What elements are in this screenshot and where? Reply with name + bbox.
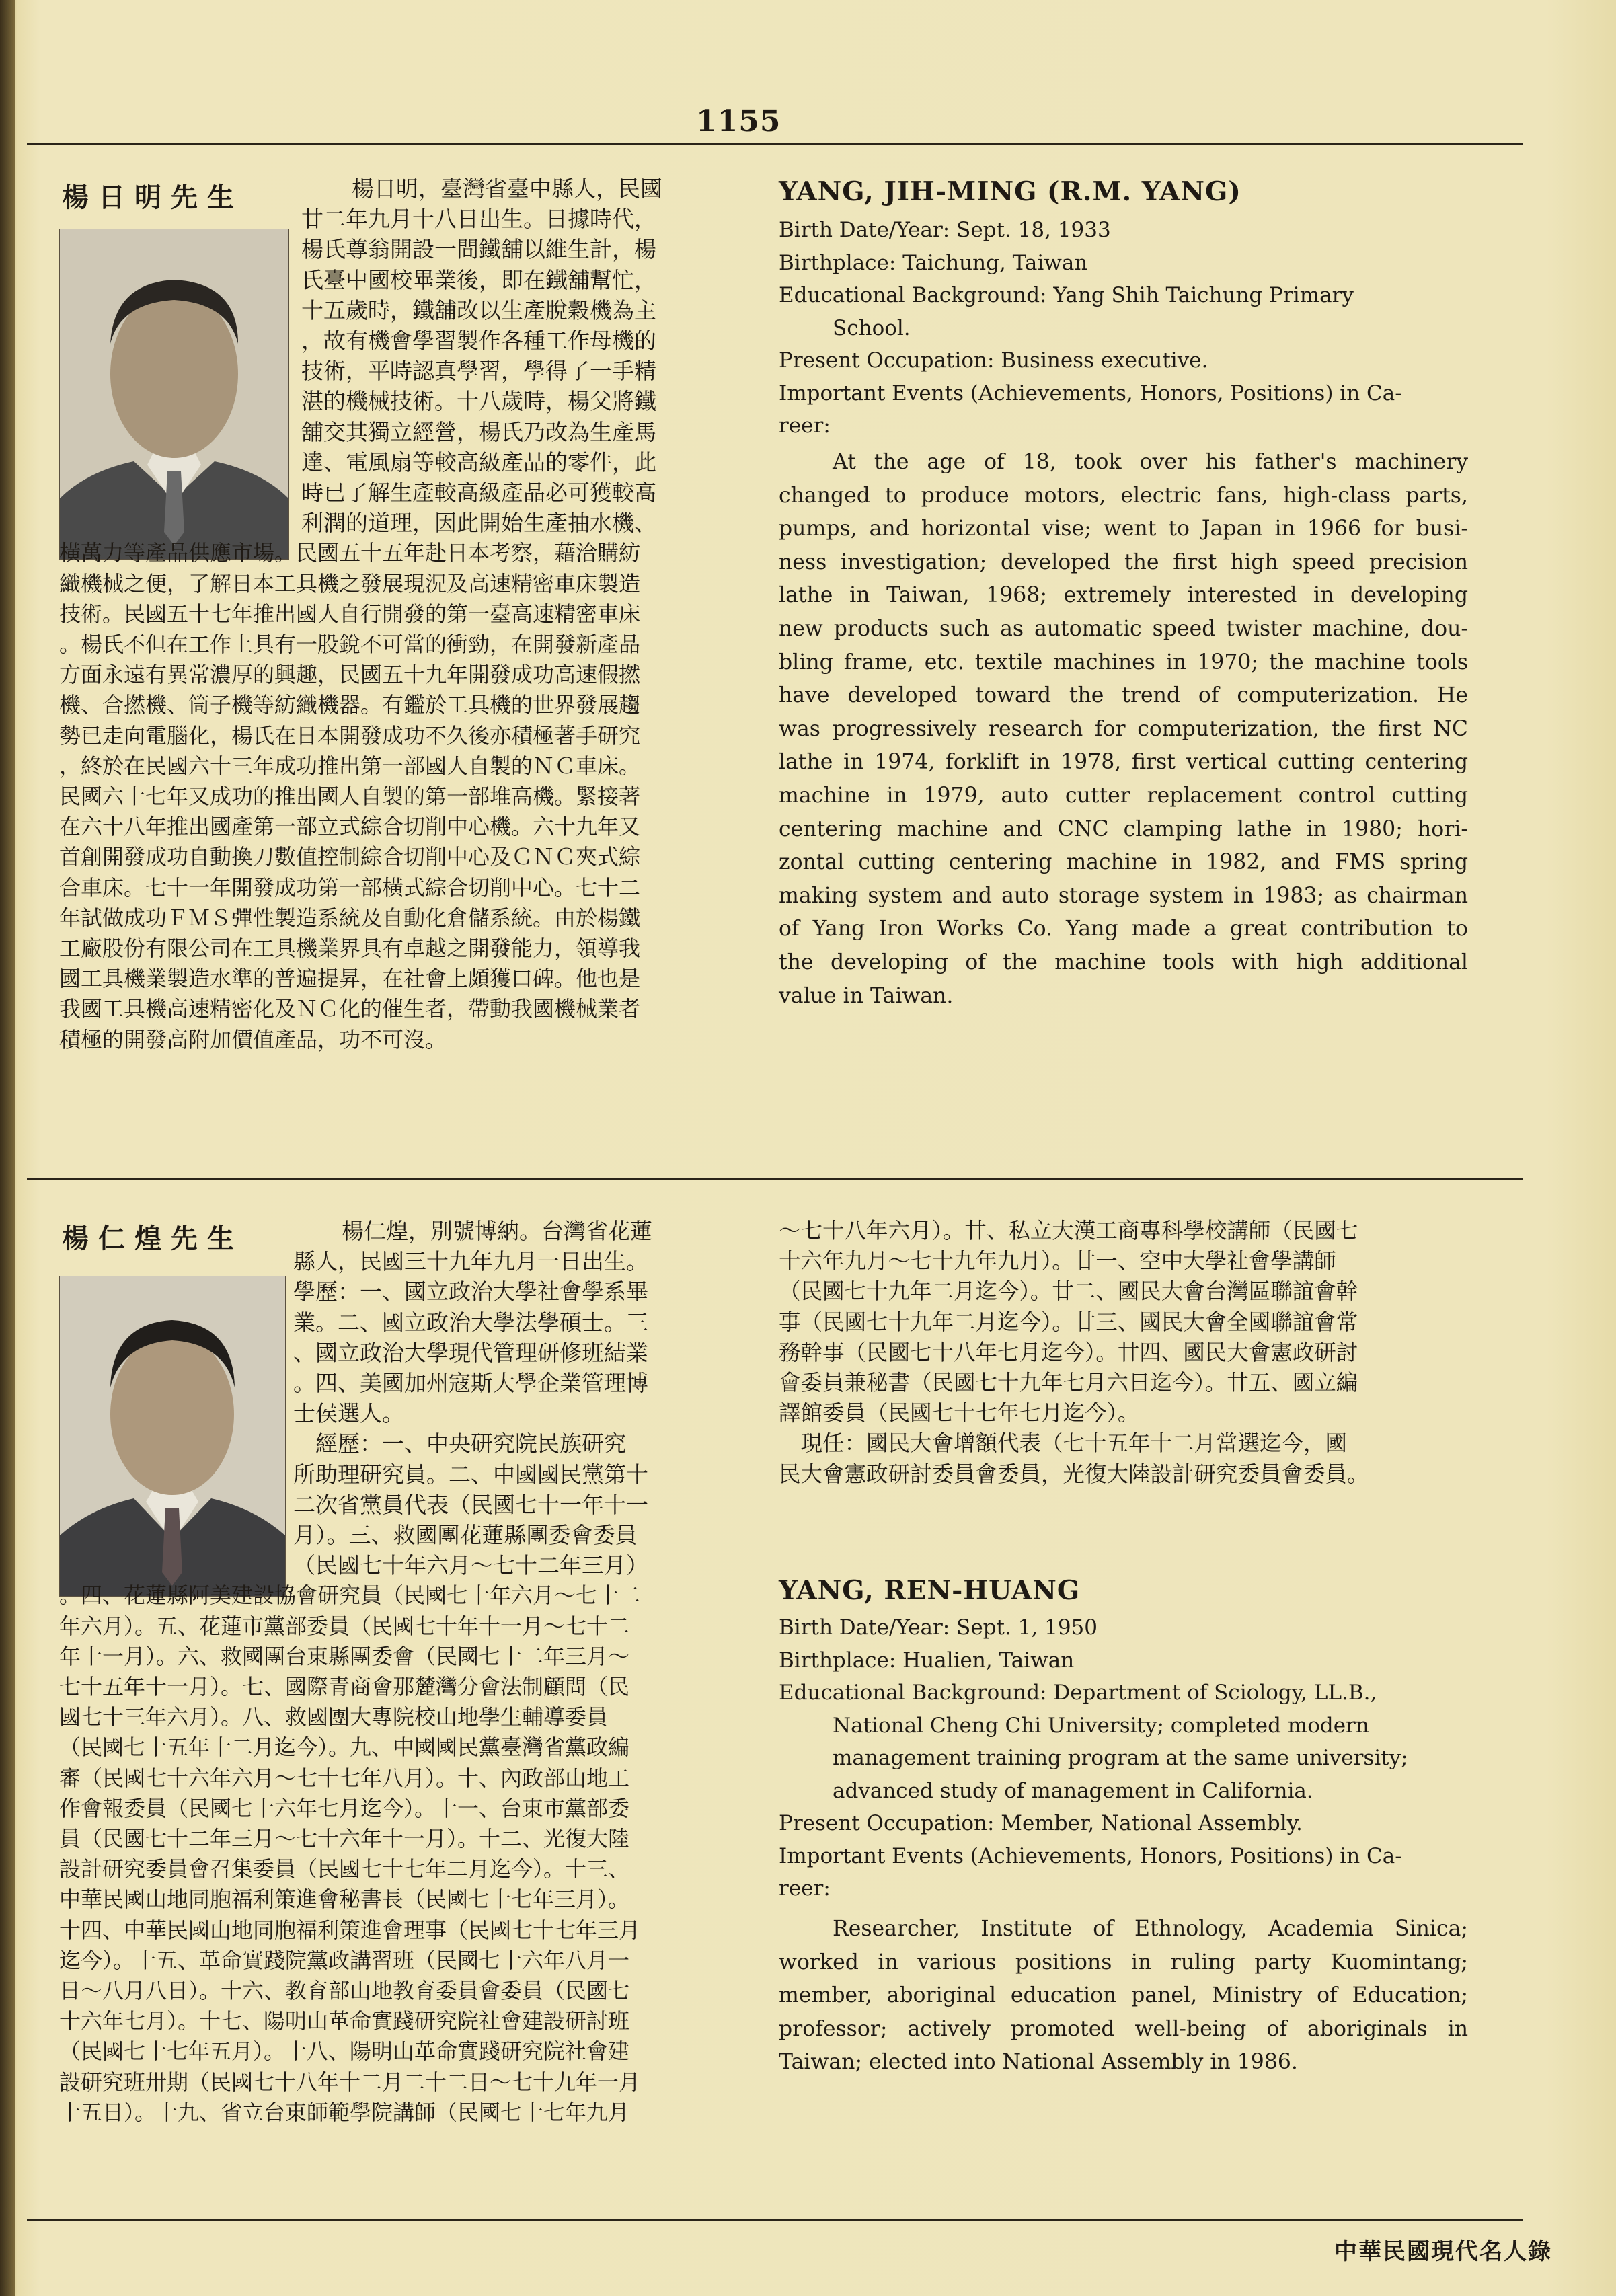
- bio-line: 士侯選人。: [293, 1400, 404, 1427]
- bio-line: （民國七十五年十二月迄今）。九、中國國民黨臺灣省黨政編: [59, 1734, 630, 1761]
- bio-line: （民國七十七年五月）。十八、陽明山革命實踐研究院社會建: [59, 2038, 630, 2065]
- bio-line: 合車床。七十一年開發成功第一部橫式綜合切削中心。七十二: [59, 874, 641, 901]
- bio-line: 年六月）。五、花蓮市黨部委員（民國七十年十一月～七十二: [59, 1613, 630, 1639]
- bio-line: 勢已走向電腦化，楊氏在日本開發成功不久後亦積極著手研究: [59, 722, 641, 749]
- entry2-body-en: [779, 1913, 1468, 2079]
- fact-line: Present Occupation: Business executive.: [779, 348, 1208, 373]
- bio-line: ，故有機會學習製作各種工作母機的: [301, 328, 656, 354]
- body-line: worked in various positions in ruling party Kuomintang;: [779, 1950, 1468, 1975]
- bio-line: 員（民國七十二年三月～七十六年十一月）。十二、光復大陸: [59, 1826, 630, 1852]
- bio-line: 十五歲時，鐵舖改以生產脫穀機為主: [301, 297, 656, 323]
- body-line: have developed toward the trend of computerization. He: [779, 683, 1468, 708]
- fact-line: School.: [833, 315, 911, 340]
- bio-line: 設計研究委員會召集委員（民國七十七年二月迄今）。十三、: [59, 1856, 630, 1882]
- fact-line: Important Events (Achievements, Honors, Positions) in Ca-: [779, 381, 1402, 406]
- bio-line: 國工具機業製造水準的普遍提昇，在社會上頗獲口碑。他也是: [59, 966, 641, 992]
- bio-line: 日～八月八日）。十六、教育部山地教育委員會委員（民國七: [59, 1978, 630, 2004]
- body-line: Researcher, Institute of Ethnology, Academia Sinica;: [833, 1917, 1468, 1941]
- fact-line: Educational Background: Yang Shih Taichung Primary: [779, 283, 1354, 307]
- bio-line: 利潤的道理，因此開始生產抽水機、: [301, 510, 656, 537]
- bio-line: （民國七十九年二月迄今）。廿二、國民大會台灣區聯誼會幹: [779, 1278, 1358, 1305]
- fact-line: Present Occupation: Member, National Assembly.: [779, 1811, 1303, 1835]
- entry2-name-cn: 楊仁煌先生: [62, 1223, 243, 1254]
- body-line: lathe in Taiwan, 1968; extremely interested in developing: [779, 583, 1468, 608]
- bio-line: 。四、美國加州寇斯大學企業管理博: [293, 1370, 648, 1397]
- bio-line: 學歷：一、國立政治大學社會學系畢: [293, 1278, 648, 1305]
- body-line: pumps, and horizontal vise; went to Japan in 1966 for busi-: [779, 516, 1468, 541]
- bio-line: 積極的開發高附加價值產品，功不可沒。: [59, 1026, 447, 1053]
- bio-line: 設研究班卅期（民國七十八年十二月二十二日～七十九年一月: [59, 2069, 641, 2095]
- bio-line: 楊日明，臺灣省臺中縣人，民國: [352, 176, 662, 202]
- bio-line: 我國工具機高速精密化及ＮＣ化的催生者，帶動我國機械業者: [59, 996, 641, 1022]
- body-line: centering machine and CNC clamping lathe in 1980; hori-: [779, 816, 1468, 841]
- bio-line: 湛的機械技術。十八歲時，楊父將鐵: [301, 388, 656, 415]
- bio-line: 楊仁煌，別號博納。台灣省花蓮: [342, 1218, 652, 1244]
- body-line: of Yang Iron Works Co. Yang made a great contribution to: [779, 917, 1468, 942]
- bio-line: 民國六十七年又成功的推出國人自製的第一部堆高機。緊接著: [59, 783, 641, 810]
- bio-line: 、國立政治大學現代管理研修班結業: [293, 1339, 648, 1366]
- header-rule: [27, 143, 1523, 145]
- bio-line: 二次省黨員代表（民國七十一年十一: [293, 1491, 648, 1518]
- bio-line: 首創開發成功自動換刀數值控制綜合切削中心及ＣＮＣ夾式綜: [59, 844, 641, 870]
- bio-line: 技術，平時認真學習，學得了一手精: [301, 358, 656, 385]
- fact-line: reer:: [779, 414, 831, 438]
- bio-line: 民大會憲政研討委員會委員，光復大陸設計研究委員會委員。: [779, 1461, 1369, 1487]
- fact-line: Educational Background: Department of Sciology, LL.B.,: [779, 1681, 1377, 1705]
- bio-line: 譯館委員（民國七十七年七月迄今）。: [779, 1400, 1140, 1426]
- body-line: bling frame, etc. textile machines in 1970; the machine tools: [779, 650, 1468, 675]
- body-line: new products such as automatic speed twister machine, dou-: [779, 616, 1468, 641]
- entry-divider: [27, 1178, 1523, 1180]
- bio-line: 中華民國山地同胞福利策進會秘書長（民國七十七年三月）。: [59, 1886, 630, 1913]
- bio-line: 十六年七月）。十七、陽明山革命實踐研究院社會建設研討班: [59, 2008, 630, 2034]
- bio-line: 年試做成功ＦＭＳ彈性製造系統及自動化倉儲系統。由於楊鐵: [59, 905, 641, 931]
- bio-line: （民國七十年六月～七十二年三月）: [293, 1552, 648, 1579]
- fact-line: Important Events (Achievements, Honors, Positions) in Ca-: [779, 1843, 1402, 1868]
- bio-line: 審（民國七十六年六月～七十七年八月）。十、內政部山地工: [59, 1765, 630, 1791]
- entry1-name-en: YANG, JIH-MING (R.M. YANG): [779, 176, 1241, 207]
- bio-line: 年十一月）。六、救國團台東縣團委會（民國七十二年三月～: [59, 1643, 630, 1669]
- bio-line: 在六十八年推出國產第一部立式綜合切削中心機。六十九年又: [59, 814, 641, 840]
- fact-line: Birth Date/Year: Sept. 1, 1950: [779, 1615, 1098, 1640]
- body-line: At the age of 18, took over his father's machinery: [833, 450, 1468, 474]
- body-line: Taiwan; elected into National Assembly in 1986.: [779, 2050, 1298, 2075]
- bio-line: 十四、中華民國山地同胞福利策進會理事（民國七十七年三月: [59, 1917, 641, 1943]
- entry2-name-en: YANG, REN-HUANG: [779, 1575, 1081, 1606]
- bio-line: 技術。民國五十七年推出國人自行開發的第一臺高速精密車床: [59, 601, 641, 627]
- bio-line: 七十五年十一月）。七、國際青商會那麓灣分會法制顧問（民: [59, 1674, 630, 1700]
- bio-line: 工廠股份有限公司在工具機業界具有卓越之開發能力，領導我: [59, 935, 641, 962]
- bio-line: ，終於在民國六十三年成功推出第一部國人自製的ＮＣ車床。: [59, 753, 641, 779]
- bio-line: 舖交其獨立經營，楊氏乃改為生產馬: [301, 418, 656, 445]
- body-line: professor; actively promoted well-being of aboriginals in: [779, 2016, 1468, 2041]
- book-spine: [0, 0, 15, 2296]
- bio-line: 。楊氏不但在工作上具有一股銳不可當的衝勁，在開發新產品: [59, 632, 641, 658]
- body-line: the developing of the machine tools with high additional: [779, 950, 1468, 974]
- body-line: was progressively research for computerization, the first NC: [779, 716, 1468, 741]
- bio-line: 作會報委員（民國七十六年七月迄今）。十一、台東市黨部委: [59, 1795, 630, 1821]
- fact-line: National Cheng Chi University; completed modern: [833, 1713, 1369, 1738]
- bio-line: 所助理研究員。二、中國國民黨第十: [293, 1461, 648, 1488]
- bio-line: 務幹事（民國七十八年七月迄今）。廿四、國民大會憲政研討: [779, 1339, 1358, 1365]
- fact-line: management training program at the same university;: [833, 1746, 1408, 1770]
- body-line: lathe in 1974, forklift in 1978, first vertical cutting centering: [779, 750, 1468, 775]
- fact-line: Birthplace: Hualien, Taiwan: [779, 1648, 1075, 1673]
- bio-line: 廿二年九月十八日出生。日據時代，: [301, 206, 656, 233]
- body-line: zontal cutting centering machine in 1982, and FMS spring: [779, 850, 1468, 875]
- bio-line: 迄今）。十五、革命實踐院黨政講習班（民國七十六年八月一: [59, 1947, 630, 1973]
- bio-line: 達、電風扇等較高級產品的零件，此: [301, 449, 656, 475]
- entry1-name-cn: 楊日明先生: [62, 182, 243, 213]
- body-line: ness investigation; developed the first high speed precision: [779, 549, 1468, 574]
- body-line: value in Taiwan.: [779, 983, 954, 1008]
- entry2-biography-cn-left: [59, 1216, 718, 2128]
- bio-line: 經歷：一、中央研究院民族研究: [293, 1430, 626, 1457]
- bio-line: 月）。三、救國團花蓮縣團委會委員: [293, 1522, 638, 1549]
- footer-rule: [27, 2219, 1523, 2221]
- body-line: changed to produce motors, electric fans, high-class parts,: [779, 483, 1468, 508]
- bio-line: 業。二、國立政治大學法學碩士。三: [293, 1309, 648, 1336]
- fact-line: advanced study of management in California.: [833, 1778, 1313, 1803]
- entry1-facts-en: [779, 214, 1402, 443]
- bio-line: 。四、花蓮縣阿美建設協會研究員（民國七十年六月～七十二: [59, 1582, 641, 1609]
- bio-line: 織機械之便，了解日本工具機之發展現況及高速精密車床製造: [59, 570, 641, 597]
- bio-line: 氏臺中國校畢業後，即在鐵舖幫忙，: [301, 266, 656, 293]
- bio-line: 十六年九月～七十九年九月）。廿一、空中大學社會學講師: [779, 1248, 1336, 1274]
- bio-line: 橫萬力等產品供應市場。民國五十五年赴日本考察，藉洽購紡: [59, 540, 641, 566]
- bio-line: 方面永遠有異常濃厚的興趣，民國五十九年開發成功高速假撚: [59, 662, 641, 688]
- fact-line: Birth Date/Year: Sept. 18, 1933: [779, 218, 1111, 242]
- body-line: making system and auto storage system in 1983; as chairman: [779, 883, 1468, 908]
- bio-line: 事（民國七十九年二月迄今）。廿三、國民大會全國聯誼會常: [779, 1309, 1358, 1335]
- bio-line: 縣人，民國三十九年九月一日出生。: [293, 1248, 648, 1275]
- footer-book-title: 中華民國現代名人錄: [1334, 2238, 1552, 2265]
- bio-line: 時已了解生產較高級產品必可獲較高: [301, 480, 656, 506]
- entry2-biography-cn-right: [779, 1216, 1471, 1490]
- entry1-body-en: [779, 446, 1468, 1013]
- page-number: 1155: [696, 104, 781, 139]
- bio-line: 十五日）。十九、省立台東師範學院講師（民國七十七年九月: [59, 2099, 630, 2125]
- bio-line: 機、合撚機、筒子機等紡織機器。有鑑於工具機的世界發展趨: [59, 692, 641, 718]
- body-line: member, aboriginal education panel, Ministry of Education;: [779, 1983, 1468, 2008]
- bio-line: 現任：國民大會增額代表（七十五年十二月當選迄今，國: [779, 1430, 1348, 1457]
- bio-line: 會委員兼秘書（民國七十九年七月六日迄今）。廿五、國立編: [779, 1370, 1358, 1396]
- entry1-biography-cn: [59, 174, 718, 1055]
- body-line: machine in 1979, auto cutter replacement control cutting: [779, 783, 1468, 808]
- bio-line: 楊氏尊翁開設一間鐵舖以維生計，楊: [301, 236, 656, 263]
- fact-line: reer:: [779, 1876, 831, 1901]
- fact-line: Birthplace: Taichung, Taiwan: [779, 250, 1088, 275]
- bio-line: ～七十八年六月）。廿、私立大漢工商專科學校講師（民國七: [779, 1218, 1358, 1243]
- bio-line: 國七十三年六月）。八、救國團大專院校山地學生輔導委員: [59, 1704, 609, 1730]
- entry2-facts-en: [779, 1611, 1408, 1905]
